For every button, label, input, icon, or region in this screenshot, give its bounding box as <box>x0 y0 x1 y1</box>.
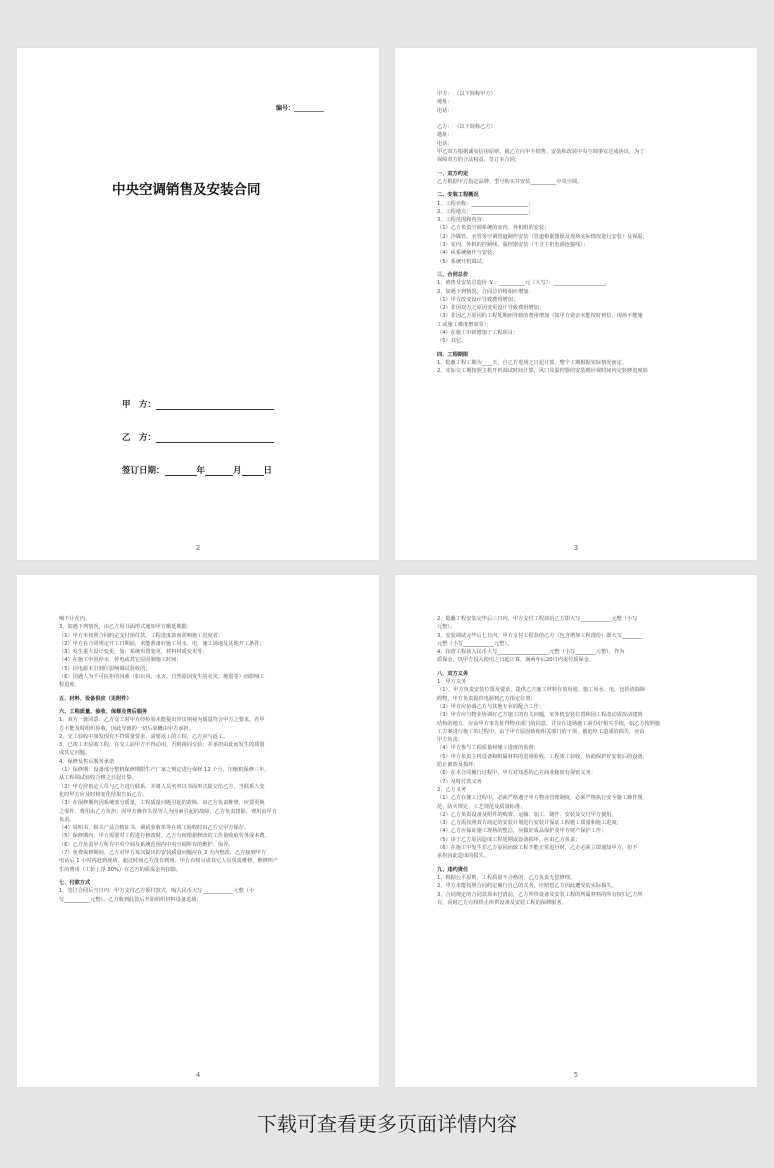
body-line: 甲方： （以下简称甲方） <box>437 91 496 97</box>
page-number: 2 <box>195 544 201 552</box>
contract-page-3 <box>395 48 757 560</box>
body-line: 乙方根据甲方指定品牌、型号购买并安装__________中央空调。 <box>437 178 583 185</box>
body-line: （2）乙方负责设备及附件的购置、运输、加工、制作、安装及交付甲方使用。 <box>437 811 617 818</box>
body-line: 结构的地方，应由甲方事先征得物业部门的同意，并应在进场施工前办好相关手续，如乙方按照施 <box>437 720 661 727</box>
body-line: 化时甲方应及时将变化结果告诉乙方。 <box>59 791 148 798</box>
page-body <box>437 90 727 376</box>
section-heading: 四、工程期限 <box>437 351 469 358</box>
body-line: 范、防火规定、工艺规范及质量标准； <box>437 803 526 810</box>
body-line: 方不能及时组织验收，因此导致的一切后果概由甲方承担。 <box>59 725 194 732</box>
body-line: （3）甲方应与物业协调好乙方施工的有关问题，室外机安装位置和因工程改动需改动建筑 <box>437 712 643 719</box>
party-b-blank <box>156 434 274 443</box>
body-line: 3、工程范围和内容： <box>437 217 487 224</box>
body-line: 地址： <box>437 99 453 106</box>
page-body <box>437 615 727 907</box>
body-line: （4）甲方参与工程质量和施工进度的监督； <box>437 745 539 752</box>
body-line: 2、工程地点：______________________； <box>437 208 534 215</box>
contract-number: 编号：__________ <box>275 105 324 112</box>
page-number: 3 <box>573 544 579 552</box>
body-line: 2、实际交工期按照主机开机调试时间计算，风口及温控器的安装则应视时间内完装修进度影 <box>437 368 648 375</box>
body-line: 电话后 1 小时内赶到现场，超过时间乙方没有到现，甲方有权另请其它人员负责维修，维修所产 <box>59 858 279 865</box>
body-line: 3、合同规定的合同款项未付清前，乙方所供设备及安装工程的所属材料的所有权归乙方所 <box>437 891 643 898</box>
body-line: 电话： <box>437 107 453 114</box>
body-line: 1、甲方义务 <box>437 679 467 686</box>
body-line: （7）免费保修期间，乙方对甲方每次提出的安装质量问题应在 2 天内整改，乙方接到甲方 <box>59 850 267 857</box>
body-line: 2、交工验收中如发现有不符质量要求，需要返工的工程，乙方应与返工。 <box>59 733 229 740</box>
contract-page-5 <box>395 575 757 1087</box>
section-heading: 八、双方义务 <box>437 670 469 677</box>
body-line: 1、双方一致同意：乙方交工时甲方经检验未能提出异议则视为质量符合甲方之要求，若甲 <box>59 717 265 724</box>
body-line: （2）非因双方之原因变更设计导致费用增加； <box>437 305 545 312</box>
party-a-blank <box>156 401 274 410</box>
body-line: （6）乙方负责甲方所有中央空调及系统范围内中央空调所有的维护、保养。 <box>59 841 234 848</box>
body-line: （6）在本合同履行过程中，甲方对知悉的乙方商业秘密有保密义务； <box>437 770 596 777</box>
body-line: 响不计在内。 <box>59 616 91 622</box>
party-b-label: 乙 方： <box>122 433 157 443</box>
party-a-label: 甲 方： <box>122 400 157 410</box>
body-line: （2）甲方应协调乙方与其他专业的配合工作； <box>437 703 545 710</box>
body-line: （2）甲方应指定人员与乙方进行联系，并将人员名单以书面形式提交给乙方，当联系人变 <box>59 783 265 790</box>
body-line: （2）甲方在合同规定开工日期前，未能准备好施工用水、电，施工场地及其他开工条件； <box>59 640 265 647</box>
body-line: （3）乙方需按照双方商定的安装计划进行安装并保证工程施工质量和施工进度； <box>437 820 622 827</box>
day-label: 日 <box>263 466 273 476</box>
body-line: 工或施工难度增加等）； <box>437 321 492 328</box>
body-line: 2、乙方义务 <box>437 786 467 793</box>
body-line: （1）保修期：设备部分整机保修期限生产厂家之规定进行保修 12 个月，压缩机保修三年， <box>59 767 270 774</box>
body-line: （3）发生重大设计变更，如：系统布置变更、材料材质变更等； <box>59 649 208 656</box>
page-body <box>59 615 349 904</box>
body-line: （3）在保修期内因系统部分质量，工程质量问题引起的故障，由乙方负责维修，应要更换 <box>59 800 265 807</box>
body-line: （4）乙方应保证施工现场的整洁，应做好成品保护及甲方财产保护工作； <box>437 828 607 835</box>
section-heading: 九、违约责任 <box>437 866 469 873</box>
party-a-line <box>122 398 274 410</box>
body-line: 3、如遇下列情况，由乙方用书面形式通知甲方顺延期限： <box>59 624 192 631</box>
body-line: （4）说明书，相关产品合格证书、调试验收单等在竣工验收时由乙方交甲方保存。 <box>59 825 250 832</box>
body-line: （1）乙方负责空调系统的室内、外机组的安装； <box>437 225 550 232</box>
body-line: （5）甲方负责主机设备和附属材料的进场验收，工程竣工验收，协助保护好安装后的设备， <box>437 753 648 760</box>
section-heading: 七、付款方式 <box>59 879 91 886</box>
body-line: 4、保修及售后服务承诺 <box>59 758 115 765</box>
body-line: 之零件，费用由乙方负担；因甲方操作失误等人为因素引起的故障，乙方负责排除，费用由甲方 <box>59 808 277 815</box>
body-line: （5）因电源未引到位影响调试验收的； <box>59 665 151 672</box>
month-label: 月 <box>233 466 242 476</box>
section-heading: 五、材料、设备供应（见附件） <box>59 695 132 702</box>
body-line: 元整（小写____________元整）。 <box>437 640 513 647</box>
body-line: 2、如遇下列情况，合同总价将相应增加： <box>437 288 534 295</box>
body-line: 2、甲方未能按照合同约定履行自己的义务，应赔偿乙方因此遭受的实际损失。 <box>437 883 617 890</box>
contract-page-4 <box>17 575 379 1087</box>
month-blank <box>205 467 233 476</box>
body-line: 生的费用（工价上浮 30%）在乙方的质保金内扣除。 <box>59 866 182 873</box>
body-line: （6）在施工中发生非乙方原因而致工程不能正常进行时，乙方必须立即通知甲方，但不 <box>437 845 638 852</box>
body-line: （1）乙方在施工过程中，必须严格遵守甲方物业管理制度，必须严格执行安全施工操作规 <box>437 795 643 802</box>
body-line <box>437 115 727 123</box>
body-line: 程进度。 <box>59 682 80 689</box>
body-line: （2）冷媒管、水管等空调管道制作安装（管道根据图纸及现场实际情况进行安装）及保温； <box>437 233 648 240</box>
body-line: 2、隐蔽工程安装完毕后三日内，甲方支付工程款给乙方即大写____________元整（小写 <box>437 616 638 622</box>
body-line: 防止被盗及损坏； <box>437 762 479 769</box>
body-line: （3）室内、外机的控制线、温控器安装（不含主机电源连接线）； <box>437 242 589 249</box>
sign-date-label: 签订日期： <box>122 466 165 476</box>
body-line: 1、销售及安装总造价 ￥：__________元（大写）：____________________。 <box>437 280 611 287</box>
document-title: 中央空调销售及安装合同 <box>112 182 261 198</box>
body-line: （1）、甲方负责安装位置及要求，提供乙方施工材料存放用地、施工用水、电，包括清除障 <box>437 687 646 694</box>
body-line: 工方案进行施工的过程中，由于甲方原因致使相关部门的干预，被迫停工造成的损失，应由 <box>437 728 645 735</box>
body-line: 3、已竣工未验收工程，在交工前甲方不得动用，否则视同交验；并承担由此而发生的质量 <box>59 742 265 749</box>
body-line: 或其它问题。 <box>59 750 91 757</box>
page-number: 5 <box>573 1071 579 1079</box>
body-line: 1、隐蔽工程工期为____天，自乙方进场之日起计算，整个工期根据实际情况而定。 <box>437 359 628 366</box>
day-blank <box>242 467 264 476</box>
body-line: （6）因遇人为不可抗拒的因素（如台风、水灾、自然原因发生的火灾、地震等）而影响工 <box>59 674 265 681</box>
body-line: （3）非因乙方原因的工程延期而导致的费用增加（如甲方资金未能按时到位、现场不能施 <box>437 313 643 320</box>
body-line: 负责。 <box>59 816 75 823</box>
section-heading: 一、双方约定 <box>437 170 469 177</box>
sign-date-line <box>122 464 272 476</box>
download-more-link[interactable]: 下载可查看更多页面详情内容 <box>257 1112 517 1136</box>
body-line: 地址： <box>437 132 453 139</box>
cover-page <box>17 48 379 560</box>
body-line: （7）及时付款义务 <box>437 778 482 785</box>
body-line: 保障双方的合法权益，签订本合同。 <box>437 157 521 164</box>
section-heading: 六、工程质量、验收、保修及售后服务 <box>59 708 148 715</box>
body-line: （4）在施工中新增加了工程项目； <box>437 330 519 337</box>
body-line: 元整）。 <box>437 624 456 631</box>
section-heading: 三、合同总价 <box>437 271 469 278</box>
page-number: 4 <box>195 1071 201 1079</box>
body-line: 从工程调试验收合格之日起计算。 <box>59 775 137 782</box>
body-line: （4）风系统制作与安装； <box>437 250 498 257</box>
body-line: （4）在施工中因停水、停电或其它原因制施工时间； <box>59 657 182 664</box>
body-line: （1）甲方改变设计导致费用增加； <box>437 296 519 303</box>
body-line: 承担因此造成的损失。 <box>437 853 489 860</box>
body-line: （5）由于乙方原因造成工程延期或设备损坏，应由乙方负责； <box>437 836 581 843</box>
body-line: 1、签订合同后当日内，甲方支付乙方预付款式，购人民币大写____________元整（小 <box>59 888 255 895</box>
body-line: 3、安装调试完毕后七日内，甲方支付工程款给乙方（包含增加工程部份）即大写________ <box>437 632 643 639</box>
body-line: （5）其它。 <box>437 338 467 345</box>
body-line: 甲方负责； <box>437 737 463 744</box>
body-line: 质保金，以甲方投入使用之日起计算，满两年后20日内退付质保金。 <box>437 657 595 664</box>
body-line: （1）甲方未按照合同约定支付预付款，工程进度款而影响施工进度者； <box>59 632 224 639</box>
body-line: 写__________元整）。乙方收到此款后开始组织材料设备进场； <box>59 896 202 903</box>
body-line: 4、扣清工程款人民币大写____________________元整（小写________元整），作为 <box>437 649 625 656</box>
body-line: （5）系统开机调试。 <box>437 258 487 265</box>
body-line: 1、工程名称：______________________； <box>437 200 534 207</box>
body-line: 1、根据公平原则，工程质量不合格的，乙方负责无偿修理。 <box>437 874 576 881</box>
party-b-line <box>122 431 274 443</box>
body-line: 甲乙双方根据诚实信用原则，就乙方向甲方销售、安装和改装中央空调事宜达成协议，为了 <box>437 149 645 156</box>
section-heading: 二、安装工程概况 <box>437 192 479 199</box>
year-blank <box>165 467 197 476</box>
body-line: 碍物，甲方负责提供电源到乙方指定位置； <box>437 695 536 702</box>
body-line: 电话： <box>437 140 453 147</box>
body-line: 乙方： （以下简称乙方） <box>437 124 496 131</box>
body-line: 有，同时乙方有权终止所供设备及安装工程的保修服务。 <box>437 899 567 906</box>
body-line: （5）保修期内，甲方需要对工程进行修改时，乙方有权根据修改的工作量收取劳务成本费。 <box>59 833 270 840</box>
year-label: 年 <box>196 466 206 476</box>
